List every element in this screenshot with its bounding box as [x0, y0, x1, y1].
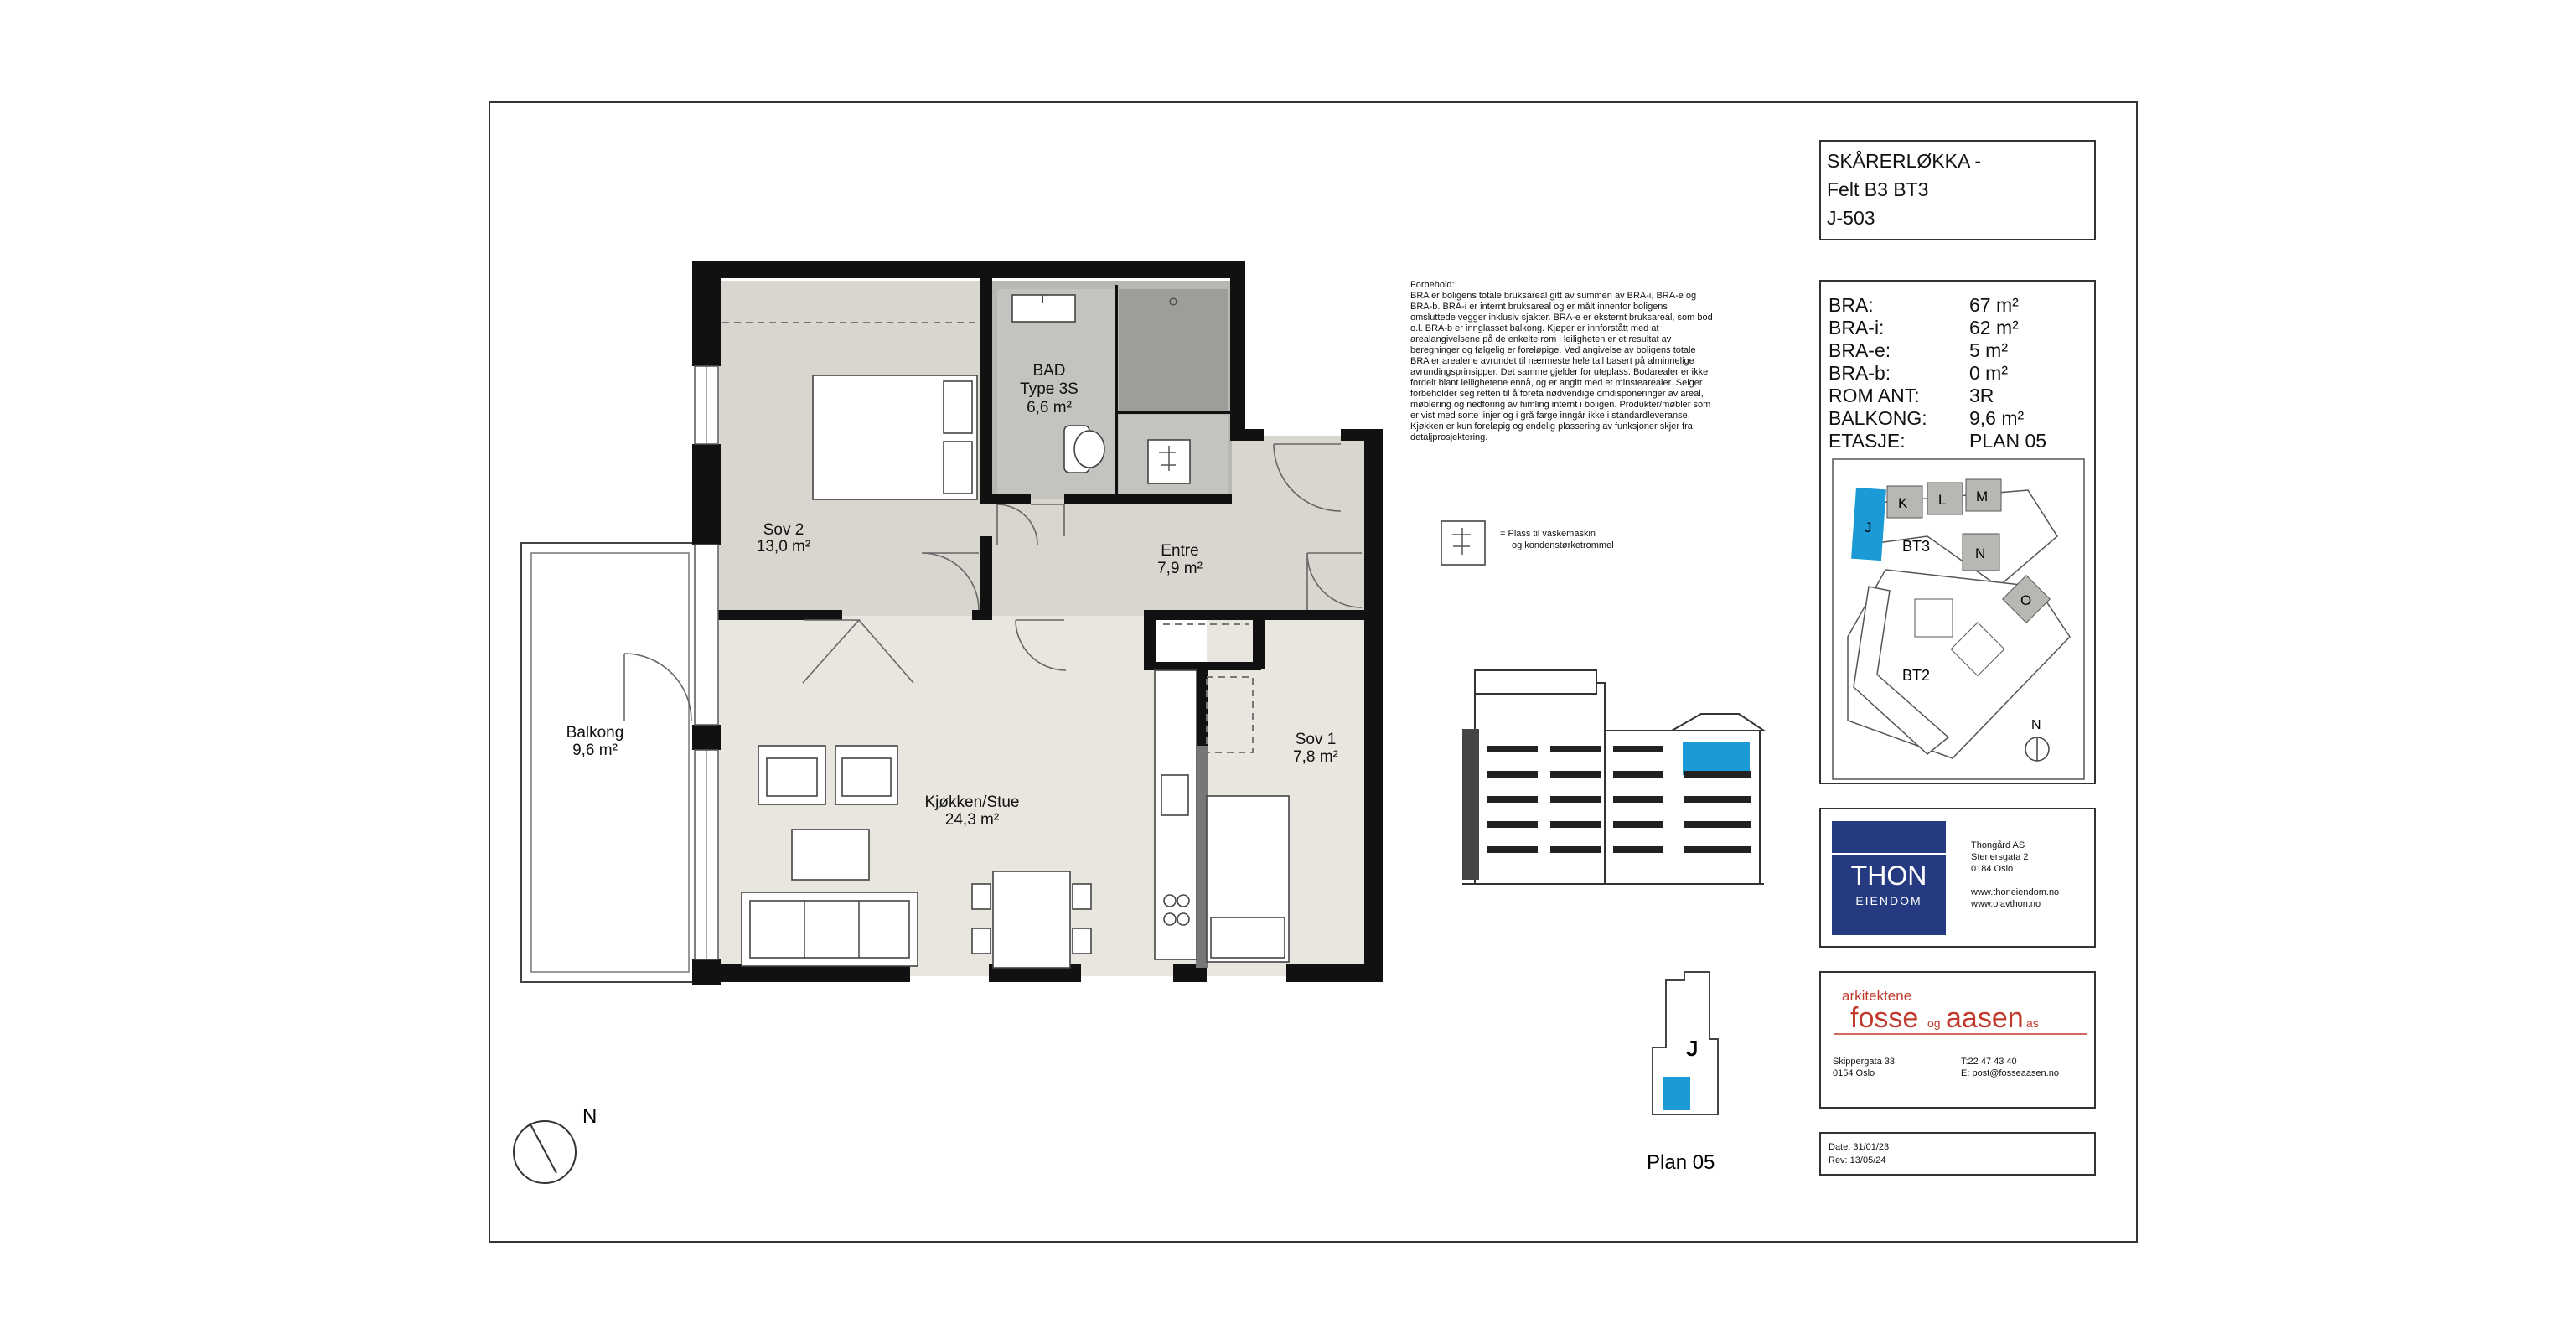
area-value: 67 m² [1969, 294, 2019, 316]
entre-name: Entre [1161, 542, 1199, 560]
site-north-label: N [2031, 718, 2041, 732]
area-table [1829, 294, 2046, 452]
thon-logo-line2: EIENDOM [1855, 894, 1922, 907]
site-label-k: K [1898, 495, 1908, 511]
architect-phone: T:22 47 43 40 [1961, 1057, 2017, 1067]
disclaimer-line: Kjøkken er kun foreløpig og endelig plassering av funksjoner skjer fra [1410, 421, 1693, 432]
site-label-bt3: BT3 [1902, 538, 1931, 555]
disclaimer-line: detaljprosjektering. [1410, 432, 1488, 442]
building-elevation [1462, 670, 1764, 884]
title-line-3: J-503 [1827, 207, 1875, 229]
disclaimer-line: BRA er boligens totale bruksareal gitt av summen av BRA-i, BRA-e og [1410, 291, 1697, 301]
area-value: 5 m² [1969, 339, 2008, 361]
bad-area: 6,6 m² [1027, 399, 1072, 416]
disclaimer-line: avrundingsprinsipper. Det samme gjelder for uteplass. Bodarealer er ikke [1410, 367, 1709, 377]
area-value: 3R [1969, 385, 1994, 406]
disclaimer-line: omsluttede vegger inklusiv sjakter. BRA-e er eksternt bruksareal, som bod [1410, 313, 1713, 323]
washer-legend-icon [1441, 521, 1485, 565]
sov2-name: Sov 2 [763, 521, 804, 539]
legend-line-1: = Plass til vaskemaskin [1500, 529, 1596, 539]
keyplan-unit-label: J [1686, 1036, 1699, 1061]
owner-line: 0184 Oslo [1971, 864, 2014, 874]
entre-area: 7,9 m² [1157, 560, 1203, 577]
architect-name1: fosse [1850, 1002, 1919, 1034]
architect-address: 0154 Oslo [1833, 1068, 1875, 1078]
area-label: BRA-b: [1829, 362, 1891, 384]
thon-logo [1832, 821, 1946, 935]
disclaimer-block [1410, 280, 1713, 442]
balkong-name: Balkong [566, 724, 624, 742]
bad-name: BAD [1032, 362, 1066, 380]
site-label-j: J [1865, 519, 1872, 535]
site-label-n: N [1975, 545, 1986, 561]
owner-line: Stenersgata 2 [1971, 852, 2029, 862]
disclaimer-line: BRA-b. BRA-i er internt bruksareal og er målt innenfor boligens [1410, 302, 1668, 312]
disclaimer-line: arealangivelsene på de enkelte rom i leiligheten er et resultat av [1410, 334, 1672, 344]
area-value: 0 m² [1969, 362, 2008, 384]
title-line-2: Felt B3 BT3 [1827, 178, 1929, 200]
owner-line: Thongård AS [1971, 840, 2025, 850]
floor-plan [521, 261, 1383, 985]
highlighted-unit [1683, 742, 1750, 775]
disclaimer-heading: Forbehold: [1410, 280, 1455, 290]
date-text: Date: 31/01/23 [1829, 1142, 1890, 1152]
kjokken-area: 24,3 m² [944, 811, 1000, 829]
disclaimer-line: o.l. BRA-b er innglasset balkong. Kjøper er innforstått med at [1410, 323, 1659, 333]
architect-og: og [1927, 1016, 1941, 1030]
area-label: BRA-e: [1829, 339, 1891, 361]
area-label: BALKONG: [1829, 407, 1927, 429]
owner-web-link[interactable]: www.thoneiendom.no [1971, 887, 2060, 897]
disclaimer-line: fordelt blant leilighetene ennå, og er angitt med et minstearealer. Selger [1410, 378, 1703, 388]
site-label-l: L [1938, 492, 1947, 508]
disclaimer-line: forbeholder seg retten til å foreta nødvendige omdisponeringer av areal, [1410, 389, 1704, 399]
sov1-name: Sov 1 [1295, 731, 1337, 748]
title-line-1: SKÅRERLØKKA - [1827, 150, 1982, 172]
area-label: BRA-i: [1829, 317, 1885, 339]
architect-suffix: as [2026, 1016, 2039, 1030]
area-value: 62 m² [1969, 317, 2019, 339]
legend [1441, 521, 1614, 565]
balcony-outline [521, 543, 699, 982]
disclaimer-line: beregninger og følgelig er foreløpige. Ved angivelse av boligens totale [1410, 345, 1696, 355]
site-plan [1833, 459, 2084, 779]
key-plan [1647, 972, 1718, 1174]
date-box [1820, 1133, 2095, 1175]
architect-pre: arkitektene [1842, 988, 1912, 1004]
architect-logo [1834, 988, 2087, 1034]
owner-web-link[interactable]: www.olavthon.no [1971, 899, 2041, 909]
balkong-area: 9,6 m² [572, 742, 618, 759]
rev-text: Rev: 13/05/24 [1829, 1155, 1886, 1166]
site-label-m: M [1976, 488, 1989, 504]
area-value: 9,6 m² [1969, 407, 2025, 429]
compass-label: N [582, 1105, 597, 1128]
thon-logo-line1: THON [1850, 861, 1927, 891]
legend-line-2: og kondenstørketrommel [1512, 540, 1614, 550]
area-label: ROM ANT: [1829, 385, 1920, 406]
bad-type: Type 3S [1020, 380, 1079, 398]
site-label-o: O [2020, 592, 2032, 608]
kjokken-name: Kjøkken/Stue [924, 793, 1020, 811]
plan-label: Plan 05 [1647, 1151, 1715, 1174]
area-label: ETASJE: [1829, 430, 1906, 452]
architect-address: Skippergata 33 [1833, 1057, 1895, 1067]
disclaimer-line: er vist med sorte linjer og i grå farge inngår ikke i standardleveranse. [1410, 411, 1690, 421]
architect-email[interactable]: E: post@fosseaasen.no [1961, 1068, 2059, 1078]
compass-icon [514, 1105, 597, 1183]
site-label-bt2: BT2 [1902, 667, 1931, 684]
architect-name2: aasen [1946, 1002, 2024, 1034]
area-value: PLAN 05 [1969, 430, 2047, 452]
disclaimer-line: BRA er arealene avrundet til nærmeste hele tall basert på alminnelige [1410, 356, 1694, 366]
keyplan-unit-highlight [1663, 1077, 1690, 1110]
sov1-area: 7,8 m² [1293, 748, 1338, 766]
sov2-area: 13,0 m² [756, 538, 811, 556]
area-label: BRA: [1829, 294, 1874, 316]
disclaimer-line: møblering og nedforing av himling internt i boligen. Produkter/møbler som [1410, 400, 1711, 410]
